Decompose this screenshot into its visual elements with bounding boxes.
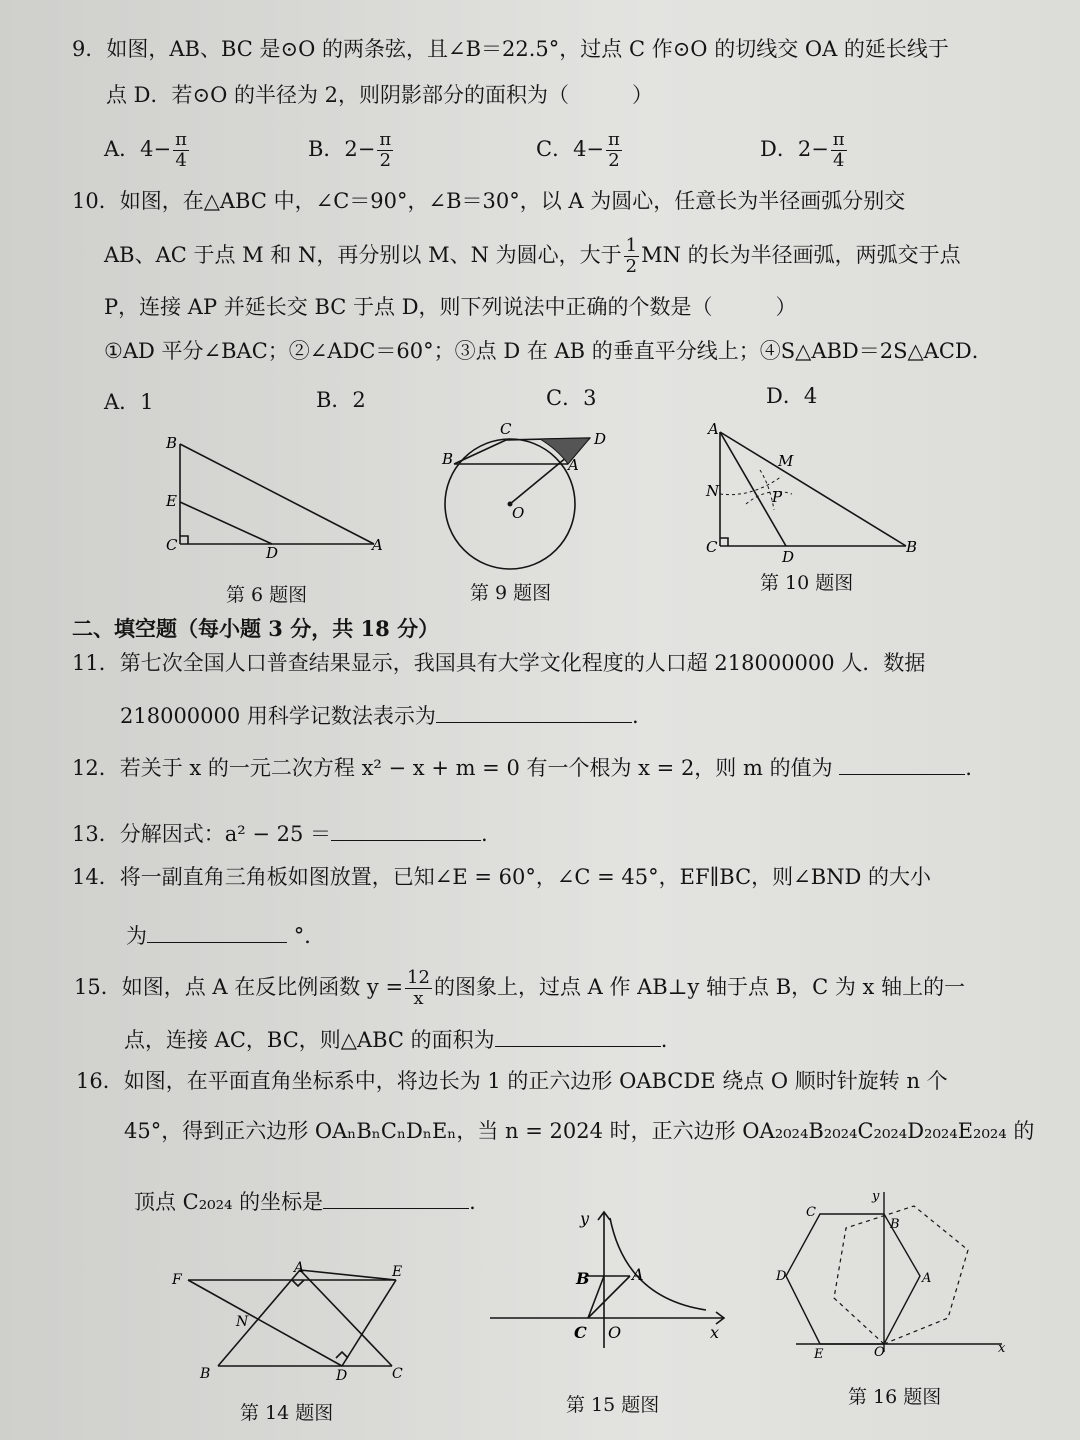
fig9-label-b: B	[442, 450, 454, 468]
fig16-label-c: C	[806, 1205, 816, 1220]
q11-line2: 218000000 用科学记数法表示为 .	[120, 700, 639, 731]
q15-answer-blank[interactable]	[495, 1024, 661, 1047]
fig16-rotated-hexagon	[834, 1206, 968, 1344]
fig10-right-angle	[720, 538, 728, 546]
figure-10	[700, 420, 930, 566]
q16-answer-blank[interactable]	[323, 1186, 469, 1209]
fig14-label-b: B	[200, 1366, 211, 1382]
fig14-right-angle-a	[292, 1280, 304, 1286]
q13-line: 13．分解因式：a² − 25 ＝ .	[72, 818, 488, 849]
fig15-hyperbola	[610, 1218, 706, 1310]
fig16-label-y: y	[872, 1189, 880, 1204]
q16-line3: 顶点 C₂₀₂₄ 的坐标是 .	[134, 1186, 476, 1217]
fig15-caption: 第 15 题图	[566, 1394, 660, 1416]
fig14-label-a: A	[294, 1260, 305, 1276]
fig15-ac	[588, 1276, 630, 1318]
fig6-label-b: B	[166, 434, 178, 452]
q12-answer-blank[interactable]	[839, 752, 965, 775]
q10-option-a: A．1	[104, 390, 154, 414]
q16-line2: 45°，得到正六边形 OAₙBₙCₙDₙEₙ，当 n = 2024 时，正六边形 OA₂₀₂₄B₂₀₂₄C₂₀₂₄D₂₀₂₄E₂₀₂₄ 的	[124, 1119, 1035, 1143]
fig6-label-c: C	[166, 536, 178, 554]
fig16-label-e: E	[814, 1347, 824, 1362]
q16-line1: 16．如图，在平面直角坐标系中，将边长为 1 的正六边形 OABCDE 绕点 O 顺时针旋转 n 个	[76, 1069, 948, 1093]
fig6-ed	[180, 502, 272, 544]
q12-line: 12．若关于 x 的一元二次方程 x² − x + m = 0 有一个根为 x = 2，则 m 的值为 .	[72, 752, 972, 783]
fig6-ab	[180, 444, 374, 544]
fig15-label-o: O	[608, 1323, 622, 1342]
fig14-caption: 第 14 题图	[240, 1402, 334, 1424]
fig9-label-d: D	[594, 430, 607, 448]
q11-answer-blank[interactable]	[436, 700, 632, 723]
fig6-label-a: A	[372, 536, 383, 554]
fig10-label-n: N	[706, 482, 720, 500]
q15-line1: 15．如图，点 A 在反比例函数 y = $\frac{12}{x}$ 的图象上，过点 A 作 AB⊥y 轴于点 B，C 为 x 轴上的一	[74, 967, 966, 1009]
q9-line2: 点 D．若⊙O 的半径为 2，则阴影部分的面积为（ ）	[106, 83, 654, 107]
fig16-caption: 第 16 题图	[848, 1386, 942, 1408]
fig9-caption: 第 9 题图	[470, 582, 552, 604]
fig10-label-c: C	[706, 538, 718, 556]
q14-answer-blank[interactable]	[147, 920, 287, 943]
fig9-label-c: C	[500, 420, 512, 438]
q10-line1: 10．如图，在△ABC 中，∠C＝90°，∠B＝30°，以 A 为圆心，任意长为半径画弧分别交	[72, 189, 906, 213]
fig15-label-a: A	[632, 1265, 644, 1284]
fig10-label-p: P	[772, 488, 783, 506]
fig10-label-m: M	[778, 452, 794, 470]
q9-option-b: B．2− $\frac{\pi}{2}$	[308, 129, 392, 171]
q14-line1: 14．将一副直角三角板如图放置，已知∠E = 60°，∠C = 45°，EF∥BC，则∠BND 的大小	[72, 865, 932, 889]
fig14-label-e: E	[392, 1264, 403, 1280]
fig6-right-angle	[180, 536, 188, 544]
q9-option-c: C．4− $\frac{\pi}{2}$	[536, 129, 620, 171]
fig15-label-c: C	[574, 1323, 587, 1342]
q10-line2: AB、AC 于点 M 和 N，再分别以 M、N 为圆心，大于 $\frac{1}{2}$ MN 的长为半径画弧，两弧交于点	[104, 235, 961, 277]
fig9-label-a: A	[568, 456, 579, 474]
fig16-label-d: D	[776, 1269, 787, 1284]
q11-line1: 11．第七次全国人口普查结果显示，我国具有大学文化程度的人口超 218000000 人．数据	[72, 651, 926, 675]
figure-16	[776, 1186, 1012, 1362]
q10-option-d: D．4	[766, 384, 818, 408]
q15-line2: 点，连接 AC，BC，则△ABC 的面积为 .	[124, 1024, 667, 1055]
figure-6	[160, 430, 400, 560]
q10-option-c: C．3	[546, 386, 597, 410]
section-2-heading: 二、填空题（每小题 3 分，共 18 分）	[72, 616, 440, 641]
fig14-right-angle-d	[336, 1352, 348, 1358]
q9-line1: 9．如图，AB、BC 是⊙O 的两条弦，且∠B＝22.5°，过点 C 作⊙O 的切线交 OA 的延长线于	[72, 37, 949, 61]
q9-option-a: A．4− $\frac{\pi}{4}$	[104, 129, 187, 171]
fig10-label-b: B	[906, 538, 918, 556]
fig9-label-o: O	[512, 504, 525, 522]
figure-9	[440, 420, 620, 580]
q10-line3: P，连接 AP 并延长交 BC 于点 D，则下列说法中正确的个数是（ ）	[104, 295, 797, 319]
fig10-label-a: A	[708, 420, 719, 438]
fig14-ae	[300, 1270, 396, 1280]
q10-line4: ①AD 平分∠BAC；②∠ADC＝60°；③点 D 在 AB 的垂直平分线上；④S△ABD＝2S△ACD．	[104, 339, 993, 363]
fig10-arc-m	[746, 492, 792, 504]
fig14-label-f: F	[172, 1272, 182, 1288]
fig16-label-o: O	[874, 1345, 885, 1360]
fig6-caption: 第 6 题图	[226, 584, 308, 606]
fig14-label-n: N	[236, 1314, 249, 1330]
fig6-label-e: E	[166, 492, 177, 510]
fig15-label-x: x	[710, 1323, 720, 1342]
fig6-label-d: D	[266, 544, 279, 562]
fig15-label-b: B	[576, 1269, 590, 1288]
fig9-chord-bc	[454, 440, 506, 464]
fig10-ab	[720, 432, 906, 546]
fig16-label-b: B	[890, 1217, 900, 1232]
q9-option-d: D．2− $\frac{\pi}{4}$	[760, 129, 845, 171]
fig14-fd	[188, 1280, 342, 1366]
fig14-label-d: D	[336, 1368, 348, 1384]
fig15-label-y: y	[580, 1209, 590, 1228]
fig14-ac	[300, 1270, 392, 1366]
q13-answer-blank[interactable]	[331, 818, 481, 841]
fig16-label-x: x	[998, 1341, 1006, 1356]
figure-14	[170, 1256, 420, 1386]
fig14-label-c: C	[392, 1366, 403, 1382]
q10-option-b: B．2	[316, 388, 366, 412]
fig10-caption: 第 10 题图	[760, 572, 854, 594]
fig14-ab	[218, 1270, 300, 1366]
q14-line2: 为 °．	[126, 920, 325, 951]
figure-15	[484, 1208, 734, 1354]
fig16-label-a: A	[922, 1271, 932, 1286]
fig15-bc	[588, 1276, 604, 1318]
fig10-label-d: D	[782, 548, 795, 566]
fig16-hexagon	[786, 1214, 920, 1344]
